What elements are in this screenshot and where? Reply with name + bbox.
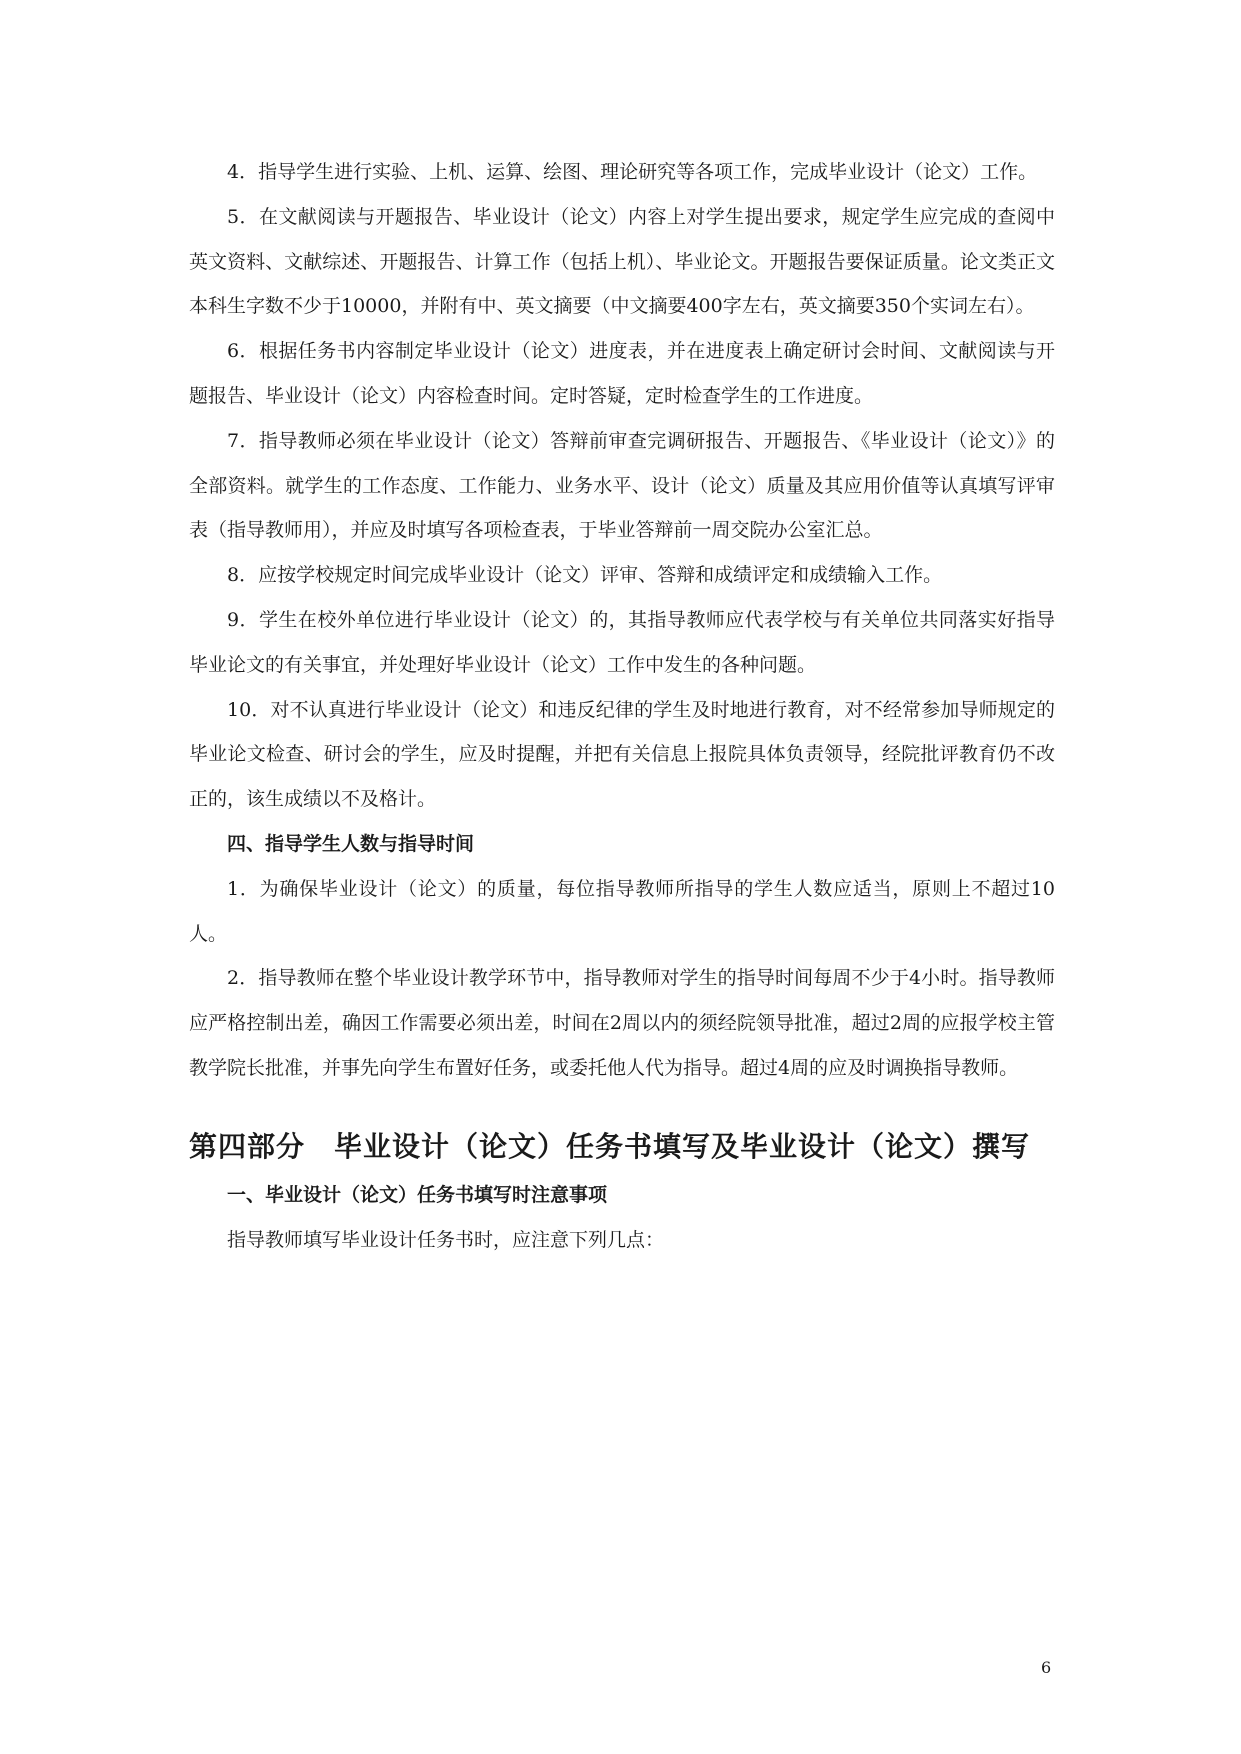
subsection-heading: 一、毕业设计（论文）任务书填写时注意事项 xyxy=(227,1183,608,1206)
paragraph-item-10: 10．对不认真进行毕业设计（论文）和违反纪律的学生及时地进行教育，对不经常参加导师规定的毕业论文检查、研讨会的学生，应及时提醒，并把有关信息上报院具体负责领导，经院批评教育仍不改正的，该生成绩以不及格计。 xyxy=(189,698,1055,811)
paragraph-item-8: 8．应按学校规定时间完成毕业设计（论文）评审、答辩和成绩评定和成绩输入工作。 xyxy=(227,564,943,587)
paragraph-item-9: 9．学生在校外单位进行毕业设计（论文）的，其指导教师应代表学校与有关单位共同落实好指导毕业论文的有关事宜，并处理好毕业设计（论文）工作中发生的各种问题。 xyxy=(189,608,1055,676)
paragraph-item-6: 6．根据任务书内容制定毕业设计（论文）进度表，并在进度表上确定研讨会时间、文献阅读与开题报告、毕业设计（论文）内容检查时间。定时答疑，定时检查学生的工作进度。 xyxy=(189,340,1055,407)
closing-paragraph: 指导教师填写毕业设计任务书时，应注意下列几点： xyxy=(227,1228,665,1251)
paragraph-item-5: 5．在文献阅读与开题报告、毕业设计（论文）内容上对学生提出要求，规定学生应完成的查阅中英文资料、文献综述、开题报告、计算工作（包括上机）、毕业论文。开题报告要保证质量。论文类正文本科生字数不少于10000，并附有中、英文摘要（中文摘要400字左右，英文摘要350个实词左右）。 xyxy=(189,205,1055,318)
page-number: 6 xyxy=(1041,1658,1052,1677)
part-title: 第四部分 毕业设计（论文）任务书填写及毕业设计（论文）撰写 xyxy=(189,1129,1031,1163)
paragraph-item-4: 4．指导学生进行实验、上机、运算、绘图、理论研究等各项工作，完成毕业设计（论文）工作。 xyxy=(227,161,1038,183)
document-page xyxy=(189,150,1055,1262)
paragraph-item-7: 7．指导教师必须在毕业设计（论文）答辩前审查完调研报告、开题报告、《毕业设计（论文）》的全部资料。就学生的工作态度、工作能力、业务水平、设计（论文）质量及其应用价值等认真填写评审表（指导教师用），并应及时填写各项检查表，于毕业答辩前一周交院办公室汇总。 xyxy=(189,429,1055,542)
paragraph-student-count: 1．为确保毕业设计（论文）的质量，每位指导教师所指导的学生人数应适当，原则上不超过10人。 xyxy=(189,877,1055,945)
paragraph-guidance-time: 2．指导教师在整个毕业设计教学环节中，指导教师对学生的指导时间每周不少于4小时。指导教师应严格控制出差，确因工作需要必须出差，时间在2周以内的须经院领导批准，超过2周的应报学校主管教学院长批准，并事先向学生布置好任务，或委托他人代为指导。超过4周的应及时调换指导教师。 xyxy=(189,967,1055,1079)
section-heading: 四、指导学生人数与指导时间 xyxy=(227,832,475,855)
